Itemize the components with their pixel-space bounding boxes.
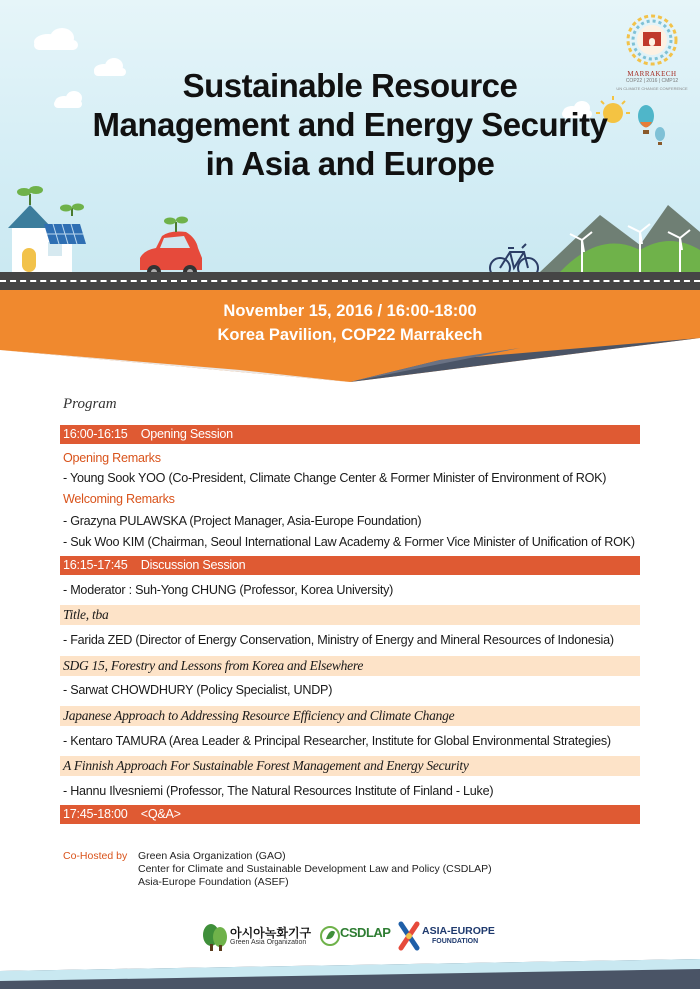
session-time: 16:00-16:15 <box>63 427 128 441</box>
session-title: Discussion Session <box>140 558 246 572</box>
cohosts-label: Co-Hosted by <box>63 850 128 862</box>
partner-logos <box>0 918 700 954</box>
event-venue: Korea Pavilion, COP22 Marrakech <box>217 326 483 344</box>
title-line: Management and Energy Security <box>92 106 608 143</box>
event-info <box>0 299 700 347</box>
cop22-logo-caption: UN CLIMATE CHANGE CONFERENCE <box>616 86 688 91</box>
footer-band <box>0 959 700 989</box>
road-marking <box>0 280 700 282</box>
session-bar-discussion <box>60 556 640 575</box>
session-title: <Q&A> <box>140 807 181 821</box>
asef-x-icon <box>398 921 420 951</box>
cop22-emblem-icon <box>612 12 692 72</box>
speaker-line: - Farida ZED (Director of Energy Conservation, Ministry of Energy and Mineral Resources of Indonesia) <box>63 633 614 647</box>
mountains <box>540 205 700 272</box>
session-bar-opening <box>60 425 640 444</box>
speaker-line: - Kentaro TAMURA (Area Leader & Principal Researcher, Institute for Global Environmental Strategies) <box>63 734 611 748</box>
talk-title: A Finnish Approach For Sustainable Forest Management and Energy Security <box>60 756 640 776</box>
opening-remarks-label: Opening Remarks <box>63 451 161 465</box>
title-line: in Asia and Europe <box>205 145 495 182</box>
speaker-line: - Suk Woo KIM (Chairman, Seoul International Law Academy & Former Vice Minister of Unification of ROK) <box>63 535 635 549</box>
leaf-circle-icon <box>320 924 340 948</box>
asef-logo-line2: FOUNDATION <box>432 938 479 945</box>
moderator-line: - Moderator : Suh-Yong CHUNG (Professor, Korea University) <box>63 583 394 597</box>
program-heading: Program <box>63 396 117 412</box>
speaker-line: - Hannu Ilvesniemi (Professor, The Natural Resources Institute of Finland - Luke) <box>63 784 494 798</box>
gao-logo-english: Green Asia Organization <box>230 939 307 946</box>
cop22-logo-name: MARRAKECH <box>627 70 677 78</box>
gao-logo <box>202 918 314 954</box>
csdlap-logo <box>320 918 392 954</box>
house-icon <box>8 186 86 272</box>
cohost-org: Green Asia Organization (GAO) <box>138 850 286 862</box>
session-title: Opening Session <box>140 427 233 441</box>
session-time: 17:45-18:00 <box>63 807 128 821</box>
session-bar-qa <box>60 805 640 824</box>
csdlap-logo-text: CSDLAP <box>340 925 391 940</box>
session-time: 16:15-17:45 <box>63 558 128 572</box>
speaker-line: - Grazyna PULAWSKA (Project Manager, Asia-Europe Foundation) <box>63 514 422 528</box>
header-illustration <box>0 0 700 290</box>
hot-air-balloon-icon <box>638 105 665 145</box>
tree-icon <box>202 922 228 952</box>
event-date-time: November 15, 2016 / 16:00-18:00 <box>223 302 477 320</box>
talk-title: Title, tba <box>60 605 640 625</box>
cohosts-list <box>138 850 538 889</box>
talk-title: SDG 15, Forestry and Lessons from Korea and Elsewhere <box>60 656 640 676</box>
speaker-line: - Young Sook YOO (Co-President, Climate Change Center & Former Minister of Environment of ROK) <box>63 471 607 485</box>
cohost-org: Asia-Europe Foundation (ASEF) <box>138 876 289 888</box>
cohost-org: Center for Climate and Sustainable Development Law and Policy (CSDLAP) <box>138 863 492 875</box>
asef-logo-line1: ASIA-EUROPE <box>422 925 495 937</box>
talk-title: Japanese Approach to Addressing Resource Efficiency and Climate Change <box>60 706 640 726</box>
cop22-logo-badge: COP22 | 2016 | CMP12 <box>625 78 679 84</box>
gao-logo-korean: 아시아녹화기구 <box>230 926 312 940</box>
car-icon <box>140 217 202 280</box>
speaker-line: - Sarwat CHOWDHURY (Policy Specialist, UNDP) <box>63 683 333 697</box>
asef-logo <box>398 918 498 954</box>
welcoming-remarks-label: Welcoming Remarks <box>63 492 175 506</box>
title-line: Sustainable Resource <box>182 67 518 104</box>
page-title <box>60 66 640 183</box>
cop22-logo <box>612 12 692 84</box>
